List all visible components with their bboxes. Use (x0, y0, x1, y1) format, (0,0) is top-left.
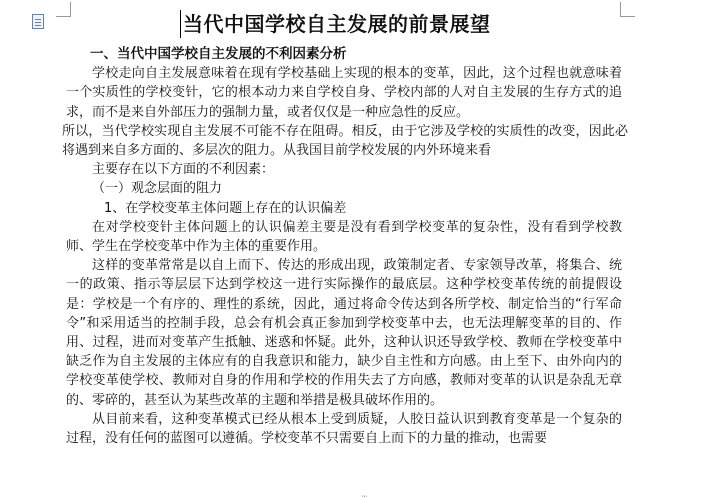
document-icon[interactable] (32, 14, 44, 29)
margin-corner-mark-right (620, 2, 635, 17)
sub-heading: 1、在学校变革主体问题上存在的认识偏差 (104, 200, 347, 216)
paragraph: 在对学校变针主体问题上的认识偏差主要是没有看到学校变革的复杂性，没有看到学校教师、学生在学校变革中作为主体的重要作用。 (66, 219, 622, 255)
sub-heading: （一）观念层面的阻力 (92, 181, 223, 197)
document-title: 当代中国学校自主发展的前景展望 (180, 10, 523, 38)
paragraph: 学校走向自主发展意味着在现有学校基础上实现的根本的变革，因此，这个过程也就意味着一个实质性的学校变针，它的根本动力来自学校自身、学校内部的人对自主发展的生存方式的追求，而不是来自外部压力的强制力量，或者仅仅是一种应急性的反应。 (66, 66, 622, 120)
section-heading: 一、当代中国学校自主发展的不利因素分析 (90, 46, 347, 62)
page-break-marker: ''' (362, 495, 367, 502)
paragraph: 从目前来看，这种变革模式已经从根本上受到质疑，人胶日益认识到教育变革是一个复杂的过程，没有任何的蓝图可以遵循。学校变革不只需要自上而下的力量的推动，也需要 (66, 411, 622, 447)
document-body (62, 45, 628, 448)
paragraph: 所以，当代学校实现自主发展不可能不存在阻碍。相反，由于它涉及学校的实质性的改变，因此必将遇到来自多方面的、多层次的阻力。从我国目前学校发展的内外环境来看 (62, 123, 628, 159)
paragraph: 这样的变革常常是以自上而下、传达的形成出现，政策制定者、专家领导改革，将集合、统一的政策、指示等层层下达到学校这一进行实际操作的最底层。这种学校变革传统的前提假设是：学校是一个有序的、理性的系统，因此，通过将命令传达到各所学校、制定恰当的“行军命令”和采用适当的控制手段，总会有机会真正参加到学校变革中去，也无法理解变革的目的、作用、过程，进而对变革产生抵触、迷惑和怀疑。此外，这种认识还导致学校、教师在学校变革中缺乏作为自主发展的主体应有的自我意识和能力，缺少自主性和方向感。由上至下、由外向内的学校变革使学校、教师对自身的作用和学校的作用失去了方向感，教师对变革的认识是杂乱无章的、零碎的，甚至认为某些改革的主题和举措是极具破坏作用的。 (66, 258, 622, 408)
paragraph: 主要存在以下方面的不利因素： (92, 162, 275, 178)
margin-corner-mark-left (56, 2, 71, 17)
